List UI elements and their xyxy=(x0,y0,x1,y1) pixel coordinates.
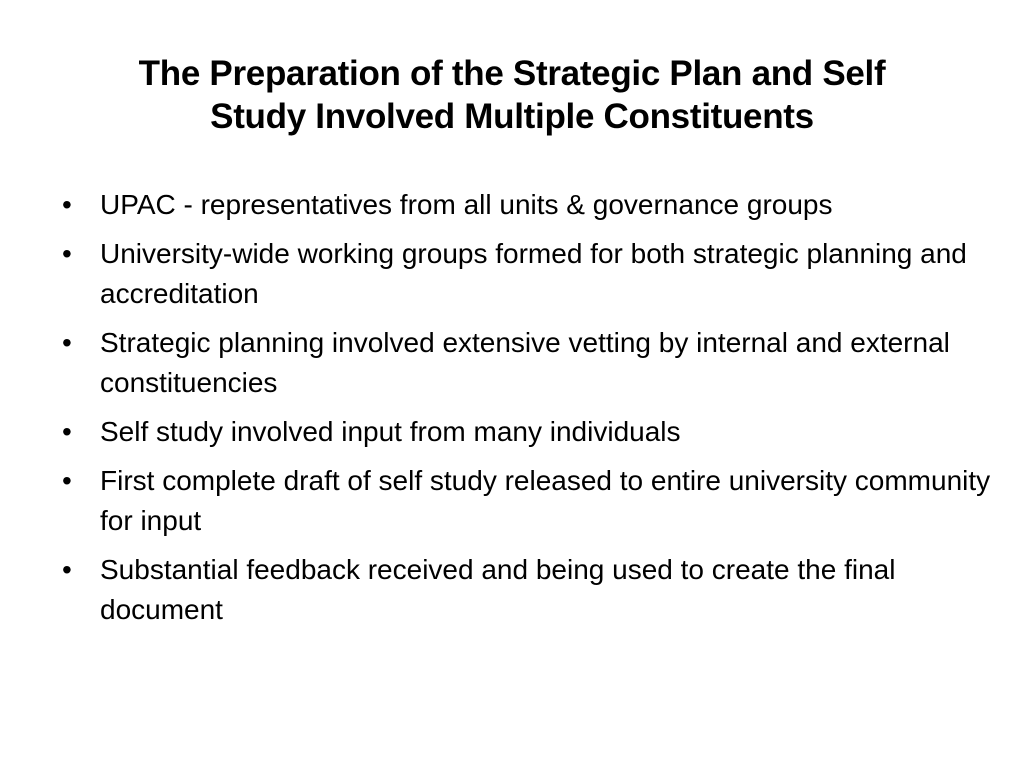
bullet-text: Substantial feedback received and being used to create the final document xyxy=(100,554,896,625)
bullet-item-self-study-input xyxy=(62,412,1012,452)
bullet-text: Strategic planning involved extensive vetting by internal and external constituencies xyxy=(100,327,950,398)
slide-title xyxy=(40,52,984,138)
bullet-list xyxy=(62,185,1012,639)
slide-title-line-2: Study Involved Multiple Constituents xyxy=(210,97,814,136)
bullet-text: University-wide working groups formed for both strategic planning and accreditation xyxy=(100,238,967,309)
bullet-item-working-groups xyxy=(62,234,1012,314)
bullet-item-upac xyxy=(62,185,1012,225)
bullet-text: Self study involved input from many individuals xyxy=(100,416,681,447)
slide-title-line-1: The Preparation of the Strategic Plan and Self xyxy=(138,54,886,93)
bullet-item-first-draft xyxy=(62,461,1012,541)
bullet-item-strategic-planning xyxy=(62,323,1012,403)
bullet-icon: • xyxy=(62,189,72,220)
bullet-icon: • xyxy=(62,327,72,358)
bullet-icon: • xyxy=(62,416,72,447)
bullet-text: UPAC - representatives from all units & governance groups xyxy=(100,189,833,220)
bullet-icon: • xyxy=(62,465,72,496)
bullet-icon: • xyxy=(62,554,72,585)
bullet-item-feedback xyxy=(62,550,1012,630)
bullet-text: First complete draft of self study released to entire university community for input xyxy=(100,465,991,536)
bullet-icon: • xyxy=(62,238,72,269)
